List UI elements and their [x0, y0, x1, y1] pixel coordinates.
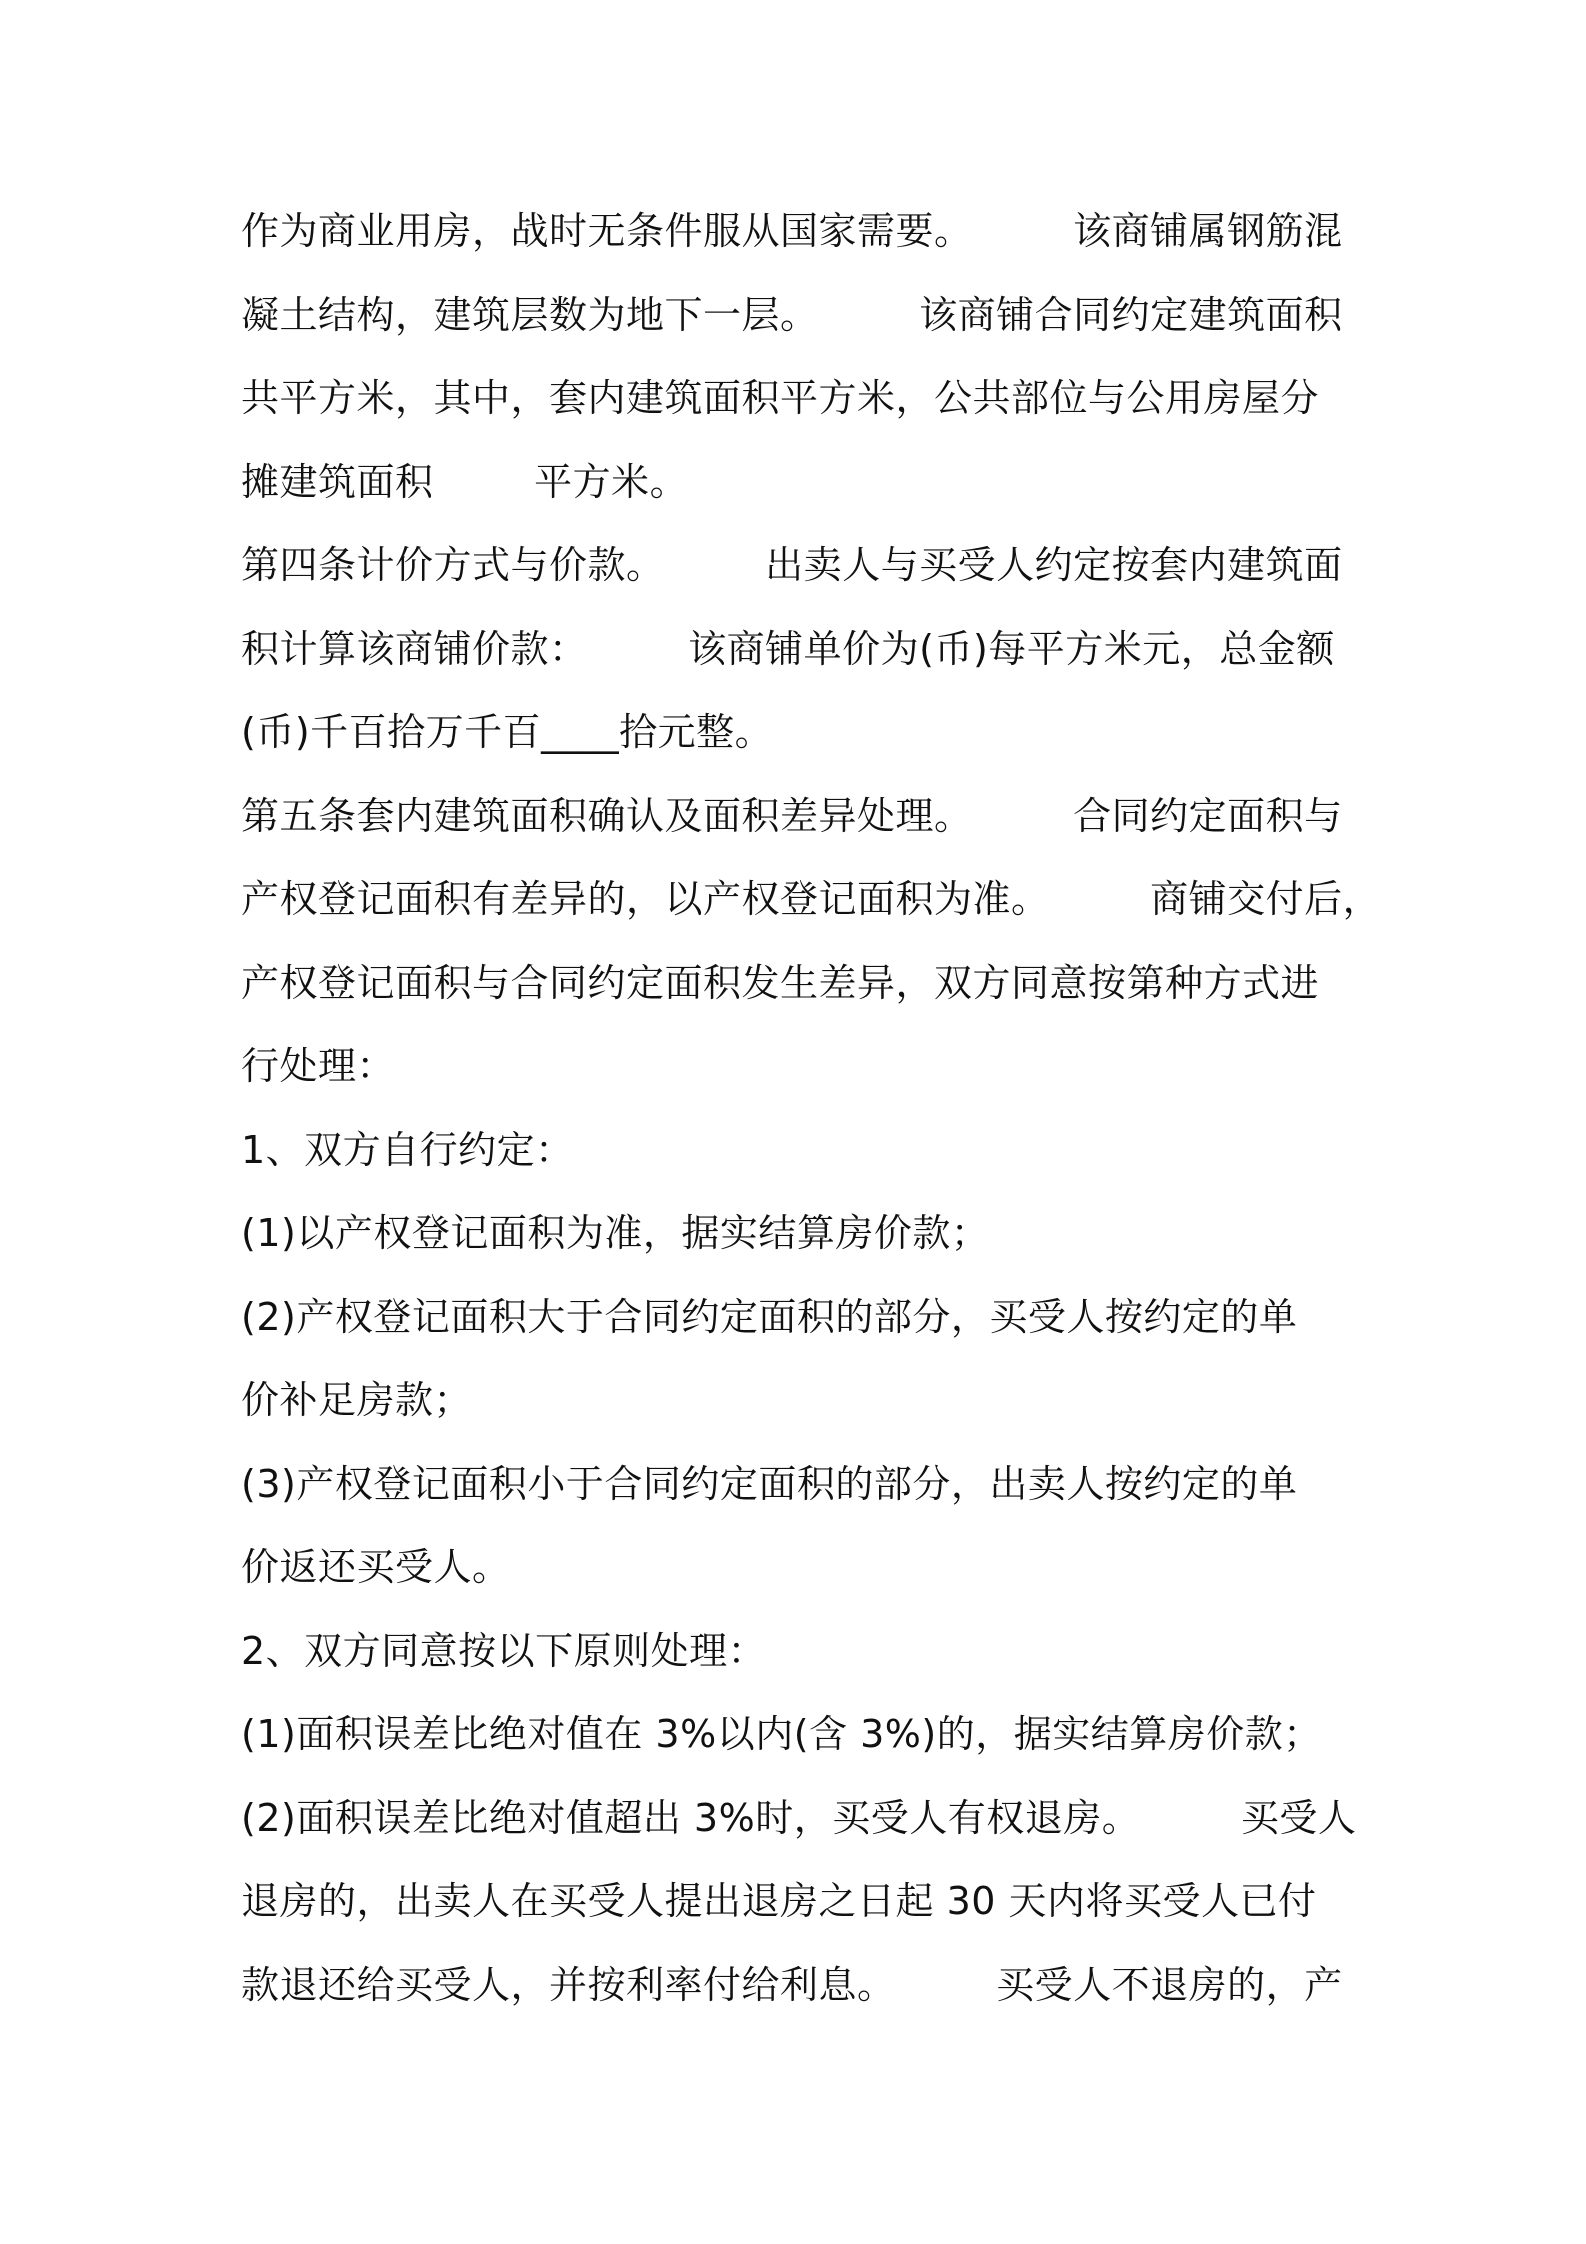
text-line: 行处理： [241, 1044, 396, 1088]
text-line: 退房的，出卖人在买受人提出退房之日起 30 天内将买受人已付 [241, 1879, 1317, 1923]
text-line: 凝土结构，建筑层数为地下一层。 该商铺合同约定建筑面积 [241, 292, 1343, 337]
text-line: 共平方米，其中，套内建筑面积平方米，公共部位与公用房屋分 [241, 376, 1320, 420]
text-line: 产权登记面积与合同约定面积发生差异，双方同意按第种方式进 [241, 960, 1320, 1005]
text-line: 价补足房款； [241, 1378, 473, 1422]
text-line: 2、双方同意按以下原则处理： [241, 1628, 767, 1673]
text-line: 第四条计价方式与价款。 出卖人与买受人约定按套内建筑面 [241, 543, 1343, 587]
text-line: 价返还买受人。 [241, 1545, 511, 1589]
text-line: 第五条套内建筑面积确认及面积差异处理。 合同约定面积与 [241, 793, 1343, 838]
text-line: (2)面积误差比绝对值超出 3%时，买受人有权退房。 买受人 [241, 1795, 1357, 1840]
text-line: 款退还给买受人，并按利率付给利息。 买受人不退房的，产 [241, 1962, 1343, 2007]
text-line: (2)产权登记面积大于合同约定面积的部分，买受人按约定的单 [241, 1294, 1298, 1339]
text-line: 1、双方自行约定： [241, 1127, 574, 1172]
text-line: (1)面积误差比绝对值在 3%以内(含 3%)的，据实结算房价款； [241, 1712, 1322, 1756]
text-line: (币)千百拾万千百____拾元整。 [241, 710, 774, 754]
text-line: 积计算该商铺价款： 该商铺单价为(币)每平方米元，总金额 [241, 626, 1335, 671]
text-line: 产权登记面积有差异的，以产权登记面积为准。 商铺交付后， [241, 877, 1382, 921]
text-line: 作为商业用房，战时无条件服从国家需要。 该商铺属钢筋混 [241, 209, 1343, 253]
document-body [241, 190, 1382, 2027]
text-line: (1)以产权登记面积为准，据实结算房价款； [241, 1211, 990, 1255]
text-line: (3)产权登记面积小于合同约定面积的部分，出卖人按约定的单 [241, 1461, 1298, 1506]
text-line: 摊建筑面积 平方米。 [241, 459, 689, 504]
